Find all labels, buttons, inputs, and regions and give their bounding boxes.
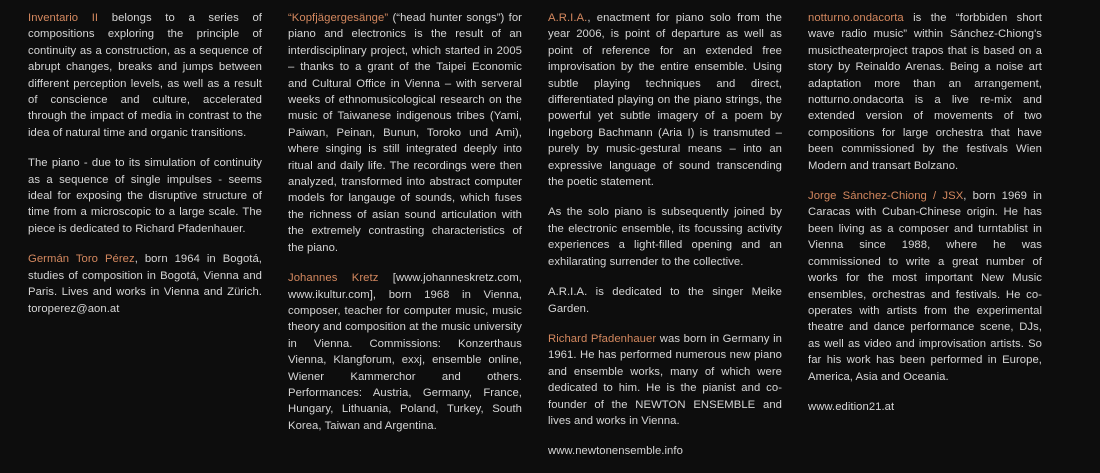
paragraph-lead-jorge-sanchez-chiong: Jorge Sánchez-Chiong / JSX: [808, 190, 964, 203]
paragraph-body-aria: , enactment for piano solo from the year 2006, is point of departure as well as point of reference for an extended free improvisation by the entire ensemble. Using subtle playing techniques and direct, differentiated playing on the piano strings, the powerful yet subtle imagery of a poem by Ingeborg Bachmann (Aria I) is transmuted – purely by music-gestural means – into an expressive language of sound transcending the poetic statement.: [548, 12, 782, 189]
paragraph-lead-johannes-kretz: Johannes Kretz: [288, 272, 379, 285]
paragraph-edition21-url: [808, 399, 1042, 415]
paragraph-inventario: [28, 10, 262, 141]
text-column-1: [28, 10, 262, 317]
text-column-3: [548, 10, 782, 460]
paragraph-piano-continuity: [28, 155, 262, 237]
paragraph-jorge-sanchez-chiong: [808, 188, 1042, 385]
text-column-4: [808, 10, 1042, 415]
paragraph-lead-richard-pfadenhauer: Richard Pfadenhauer: [548, 332, 657, 345]
paragraph-lead-notturno-ondacorta: notturno.ondacorta: [808, 12, 904, 24]
paragraph-aria-dedication: [548, 284, 782, 317]
paragraph-newton-url: [548, 443, 782, 459]
paragraph-body-kopfjaegergesaenge: (“head hunter songs”) for piano and electronics is the result of an interdisciplinary project, which started in 2005 – thanks to a grant of the Taipei Economic and Cultural Office in Vienna – with serveral weeks of ethnomusicological research on the music of Taiwanese indigenous tribes (Yami, Paiwan, Peinan, Bunun, Toroko und Ami), where singing is still integrated deeply into ritual and daily life. The recordings were then analyzed, transformed into abstract computer models for langauge of sounds, which fuses the richness of asian sound articulation with the extremely contrasting characteristics of the piano.: [288, 12, 522, 254]
paragraph-body-johannes-kretz: [www.johanneskretz.com, www.ikultur.com], born 1968 in Vienna, composer, teacher for computer music, music theory and composition at the music university in Vienna. Commissions: Konzerthaus Vienna, Klangforum, exxj, ensemble online, Wiener Kammerchor and others. Performances: Austria, Germany, France, Hungary, Lithuania, Poland, Turkey, South Korea, Taiwan and Argentina.: [288, 272, 522, 432]
edition21-url: www.edition21.at: [808, 400, 895, 413]
paragraph-lead-kopfjaegergesaenge: “Kopfjägergesänge”: [288, 12, 389, 24]
paragraph-body-piano-continuity: The piano - due to its simulation of continuity as a sequence of single impulses - seems ideal for exposing the disruptive structure of time from a microscopic to a large scale. The piece is dedicated to Richard Pfadenhauer.: [28, 157, 262, 235]
paragraph-aria: [548, 10, 782, 190]
paragraph-body-aria-solo: As the solo piano is subsequently joined by the electronic ensemble, its focussing activity experiences a light-filled opening and an exhilarating surrender to the collective.: [548, 206, 782, 268]
paragraph-kopfjaegergesaenge: [288, 10, 522, 256]
paragraph-body-jorge-sanchez-chiong: , born 1969 in Caracas with Cuban-Chinese origin. He has been living as a composer and turntablist in Vienna since 1988, where he was commissioned to write a great number of works for the most important New Music ensembles, orchestras and festivals. He co-operates with artists from the experimental theatre and dance performance scene, DJs, as well as video and improvisation artists. So far his work has been performed in Europe, America, Asia and Oceania.: [808, 190, 1042, 383]
paragraph-notturno-ondacorta: [808, 10, 1042, 174]
paragraph-body-german-toro-perez: , born 1964 in Bogotá, studies of composition in Bogotá, Vienna and Paris. Lives and works in Vienna and Zürich. toroperez@aon.at: [28, 253, 262, 315]
paragraph-body-notturno-ondacorta: is the “forbbiden short wave radio music” within Sánchez-Chiong's musictheaterproject trapos that is based on a story by Reinaldo Arenas. Being a noise art adaptation more than an arrangement, notturno.ondacorta is a live re-mix and extended version of movements of two compositions for large orchestra that have been commissioned by the festivals Wien Modern and transart Bolzano.: [808, 12, 1042, 172]
newton-ensemble-url: www.newtonensemble.info: [548, 445, 683, 458]
paragraph-richard-pfadenhauer: [548, 331, 782, 429]
paragraph-lead-aria: A.R.I.A.: [548, 12, 588, 24]
paragraph-body-aria-dedication: A.R.I.A. is dedicated to the singer Meike Garden.: [548, 286, 782, 315]
paragraph-lead-inventario: Inventario II: [28, 12, 99, 24]
paragraph-body-inventario: belongs to a series of compositions exploring the principle of continuity as a construction, as a sequence of abrupt changes, breaks and jumps between different perception levels, as well as a result of conscience and culture, accelerated through the impact of media in contrast to the idea of natural time and organic transitions.: [28, 12, 262, 139]
paragraph-aria-solo: [548, 204, 782, 270]
text-column-2: [288, 10, 522, 434]
paragraph-johannes-kretz: [288, 270, 522, 434]
paragraph-body-richard-pfadenhauer: was born in Germany in 1961. He has performed numerous new piano and ensemble works, many of which were dedicated to him. He is the pianist and co-founder of the NEWTON ENSEMBLE and lives and works in Vienna.: [548, 332, 782, 427]
paragraph-lead-german-toro-perez: Germán Toro Pérez: [28, 253, 135, 266]
paragraph-german-toro-perez: [28, 251, 262, 317]
